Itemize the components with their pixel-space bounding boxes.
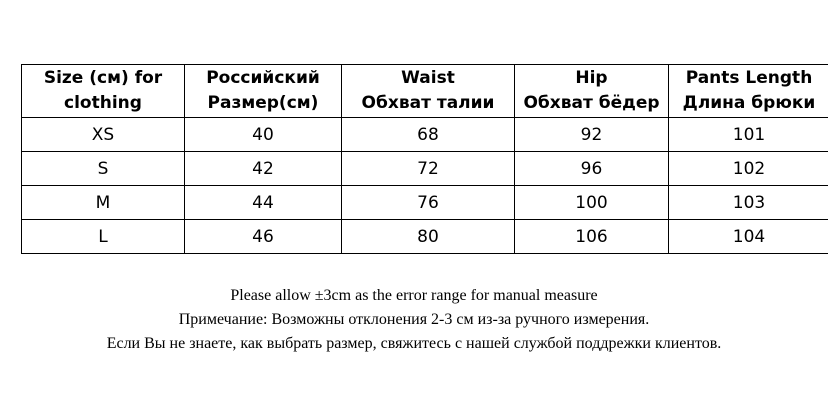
cell-waist: 80 [342, 220, 515, 254]
note-contact-support-ru: Если Вы не знаете, как выбрать размер, свяжитесь с нашей службой поддрежки клиентов. [106, 335, 722, 352]
header-pants-length: Pants Length Длина брюки [669, 65, 828, 118]
cell-hip: 106 [515, 220, 669, 254]
cell-waist: 76 [342, 186, 515, 220]
table-row [22, 118, 828, 152]
cell-size: XS [22, 118, 185, 152]
cell-waist: 68 [342, 118, 515, 152]
table-row [22, 186, 828, 220]
cell-hip: 96 [515, 152, 669, 186]
size-chart-table [21, 64, 828, 254]
table-row [22, 152, 828, 186]
header-size: Size (см) for clothing [22, 65, 185, 118]
note-tolerance-en: Please allow ±3cm as the error range for manual measure [230, 287, 598, 304]
cell-size: L [22, 220, 185, 254]
cell-russian-size: 40 [185, 118, 342, 152]
cell-waist: 72 [342, 152, 515, 186]
cell-pants-length: 102 [669, 152, 828, 186]
cell-russian-size: 44 [185, 186, 342, 220]
cell-russian-size: 46 [185, 220, 342, 254]
cell-pants-length: 103 [669, 186, 828, 220]
cell-size: M [22, 186, 185, 220]
measurement-notes [0, 284, 828, 356]
cell-russian-size: 42 [185, 152, 342, 186]
cell-hip: 100 [515, 186, 669, 220]
cell-pants-length: 104 [669, 220, 828, 254]
header-row [22, 65, 828, 118]
note-tolerance-ru: Примечание: Возможны отклонения 2-3 см из-за ручного измерения. [178, 311, 650, 328]
cell-hip: 92 [515, 118, 669, 152]
cell-pants-length: 101 [669, 118, 828, 152]
table-row [22, 220, 828, 254]
header-hip: Hip Обхват бёдер [515, 65, 669, 118]
header-russian-size: Российский Размер(см) [185, 65, 342, 118]
cell-size: S [22, 152, 185, 186]
header-waist: Waist Обхват талии [342, 65, 515, 118]
